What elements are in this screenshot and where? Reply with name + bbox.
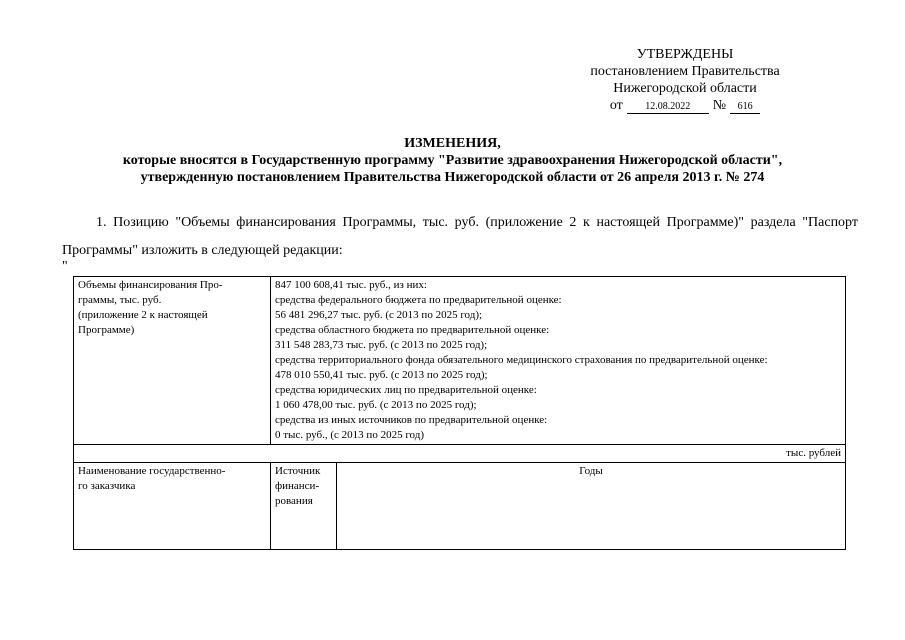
value-line: 0 тыс. руб., (с 2013 по 2025 год) (275, 429, 424, 441)
table-row (74, 277, 846, 445)
value-line: средства федерального бюджета по предварительной оценке: (275, 294, 562, 306)
source-header-line-3: рования (275, 495, 313, 507)
title-heading: ИЗМЕНЕНИЯ, (404, 136, 501, 151)
opening-quote: " (62, 259, 68, 274)
table-header-row (74, 463, 846, 550)
approval-stamp (560, 46, 810, 114)
approval-number: 616 (730, 101, 760, 114)
customer-header-line-2: го заказчика (78, 480, 136, 492)
approval-title: УТВЕРЖДЕНЫ (636, 47, 734, 62)
instruction-paragraph: 1. Позицию "Объемы финансирования Программы, тыс. руб. (приложение 2 к настоящей Программе)" раздела "Паспорт Программы" изложить в следующей редакции: (62, 215, 858, 258)
title-line-3: утвержденную постановлением Правительства Нижегородской области от 26 апреля 2013 г. № 274 (140, 170, 765, 185)
approval-date: 12.08.2022 (627, 101, 709, 114)
years-header: Годы (337, 463, 846, 550)
approval-date-line (560, 97, 810, 114)
left-line-4: Программе) (78, 324, 135, 336)
approval-line-2: постановлением Правительства (590, 64, 780, 79)
date-prefix: от (609, 98, 623, 113)
value-line: средства из иных источников по предварительной оценке: (275, 414, 548, 426)
left-line-2: граммы, тыс. руб. (78, 294, 162, 306)
table-row (74, 445, 846, 463)
value-line: 311 548 283,73 тыс. руб. (с 2013 по 2025 год); (275, 339, 488, 351)
value-line: средства областного бюджета по предварительной оценке: (275, 324, 550, 336)
customer-header (74, 463, 271, 550)
number-prefix: № (712, 98, 727, 113)
financing-table (73, 276, 846, 550)
left-line-3: (приложение 2 к настоящей (78, 309, 208, 321)
unit-label: тыс. рублей (74, 445, 846, 463)
financing-values-cell (271, 277, 846, 445)
source-header (271, 463, 337, 550)
left-line-1: Объемы финансирования Про- (78, 279, 223, 291)
value-line: 478 010 550,41 тыс. руб. (с 2013 по 2025 год); (275, 369, 488, 381)
value-line: 847 100 608,41 тыс. руб., из них: (275, 279, 427, 291)
source-header-line-2: финанси- (275, 480, 320, 492)
financing-label-cell (74, 277, 271, 445)
document-title (60, 135, 845, 186)
value-line: средства юридических лиц по предварительной оценке: (275, 384, 537, 396)
customer-header-line-1: Наименование государственно- (78, 465, 226, 477)
value-line: 1 060 478,00 тыс. руб. (с 2013 по 2025 год); (275, 399, 477, 411)
source-header-line-1: Источник (275, 465, 321, 477)
value-line: 56 481 296,27 тыс. руб. (с 2013 по 2025 год); (275, 309, 483, 321)
value-line: средства территориального фонда обязательного медицинского страхования по предварительной оценке: (275, 354, 768, 366)
title-line-2: которые вносятся в Государственную программу "Развитие здравоохранения Нижегородской области", (122, 153, 783, 168)
approval-line-3: Нижегородской области (613, 81, 757, 96)
